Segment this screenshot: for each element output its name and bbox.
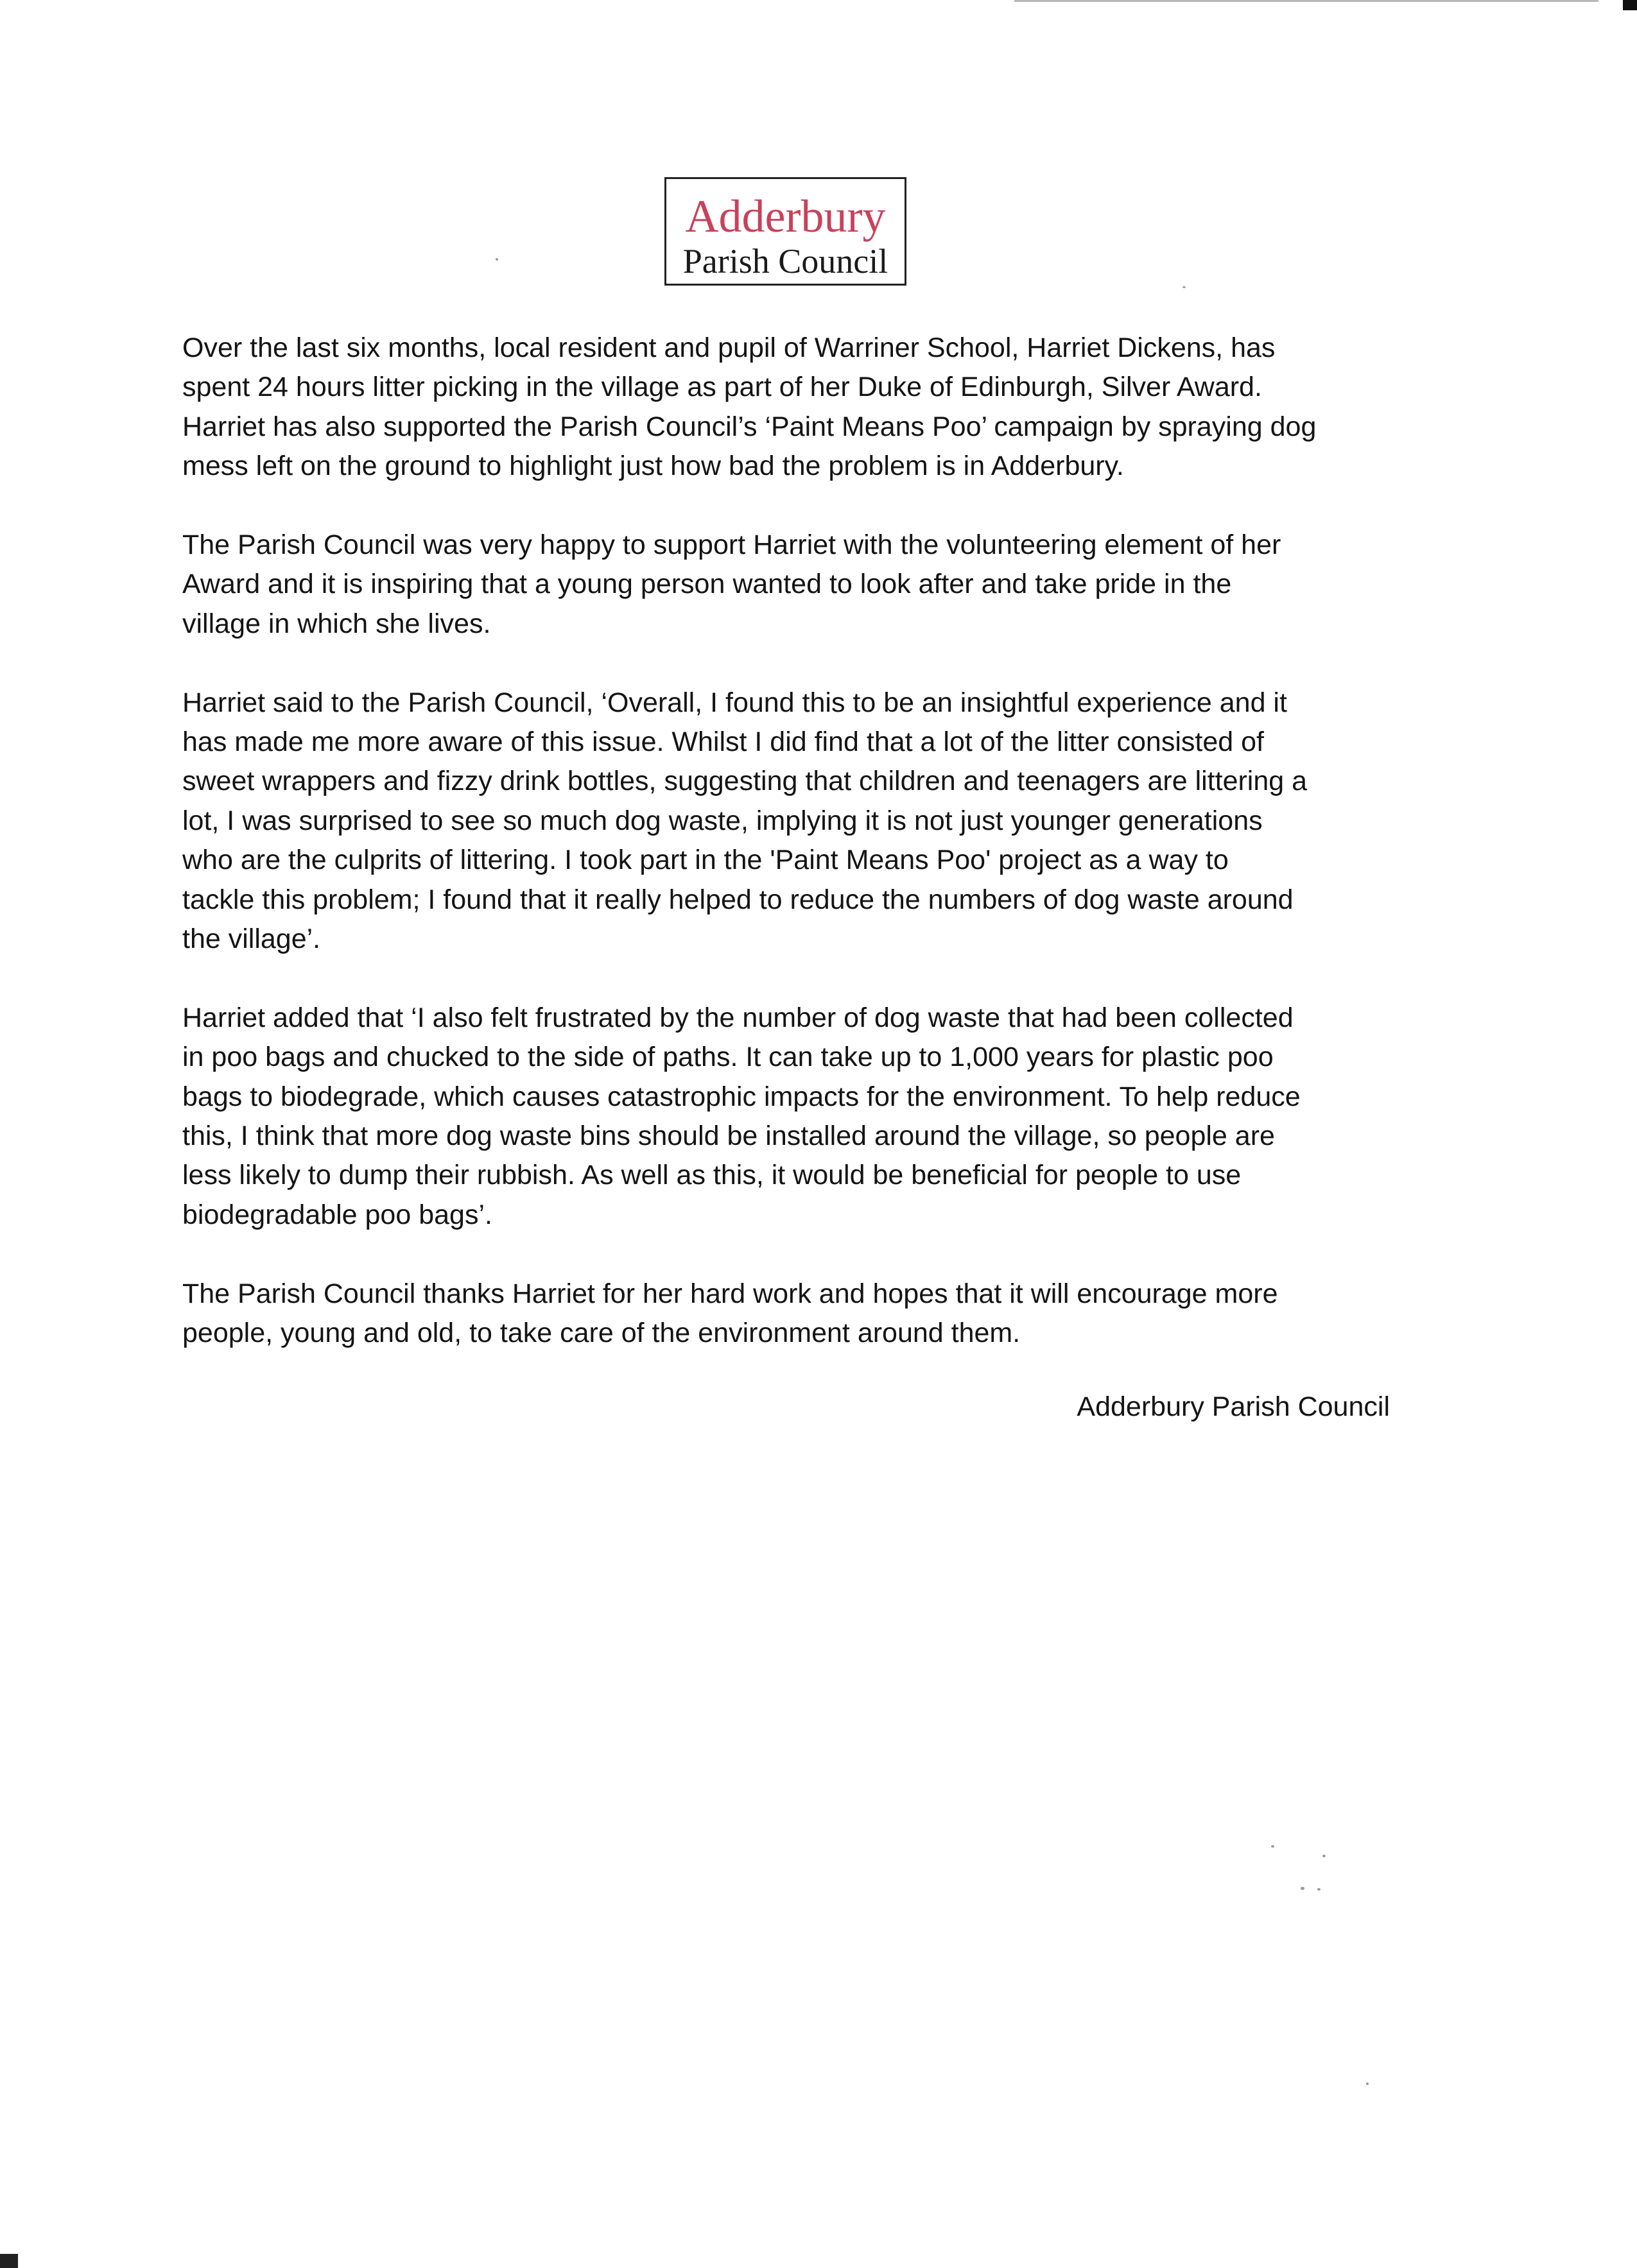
scan-speck — [1301, 1887, 1304, 1890]
text-line: mess left on the ground to highlight just how bad the problem is in Adderbury. — [182, 451, 1124, 482]
scan-speck — [1322, 1855, 1326, 1857]
text-line: tackle this problem; I found that it really helped to reduce the numbers of dog waste around — [182, 884, 1294, 915]
text-line: bags to biodegrade, which causes catastrophic impacts for the environment. To help reduce — [182, 1081, 1301, 1112]
text-line: The Parish Council thanks Harriet for her hard work and hopes that it will encourage more — [182, 1278, 1278, 1309]
signature: Adderbury Parish Council — [1077, 1391, 1390, 1422]
text-line: people, young and old, to take care of the environment around them. — [182, 1318, 1021, 1349]
text-line: Over the last six months, local resident and pupil of Warriner School, Harriet Dickens, has — [182, 332, 1276, 363]
scan-edge-corner — [1623, 0, 1637, 10]
text-line: sweet wrappers and fizzy drink bottles, suggesting that children and teenagers are littering a — [182, 766, 1308, 797]
scan-speck — [1317, 1888, 1321, 1891]
scan-edge-bottom — [0, 2254, 18, 2268]
scan-speck — [1366, 2083, 1369, 2085]
logo-title: Adderbury — [685, 191, 886, 242]
text-line: spent 24 hours litter picking in the village as part of her Duke of Edinburgh, Silver Award. — [182, 372, 1262, 403]
scan-speck — [1271, 1845, 1274, 1848]
scan-speck — [496, 258, 498, 261]
text-line: The Parish Council was very happy to support Harriet with the volunteering element of her — [182, 529, 1281, 561]
paragraph-5 — [182, 1275, 1402, 1353]
council-logo — [664, 177, 906, 286]
text-line: has made me more aware of this issue. Whilst I did find that a lot of the litter consisted of — [182, 726, 1264, 758]
paragraph-3 — [182, 683, 1402, 959]
text-line: less likely to dump their rubbish. As well as this, it would be beneficial for people to use — [182, 1160, 1242, 1191]
scan-edge-top — [1014, 0, 1598, 2]
paragraph-1 — [182, 329, 1402, 486]
text-line: Harriet added that ‘I also felt frustrated by the number of dog waste that had been collected — [182, 1002, 1294, 1033]
paragraph-2 — [182, 526, 1402, 644]
text-line: this, I think that more dog waste bins should be installed around the village, so people are — [182, 1121, 1275, 1152]
text-line: Harriet said to the Parish Council, ‘Overall, I found this to be an insightful experience and it — [182, 687, 1287, 718]
text-line: Award and it is inspiring that a young person wanted to look after and take pride in the — [182, 569, 1232, 600]
text-line: the village’. — [182, 924, 321, 955]
text-line: village in which she lives. — [182, 608, 491, 639]
paragraph-4 — [182, 999, 1402, 1235]
text-line: lot, I was surprised to see so much dog waste, implying it is not just younger generations — [182, 805, 1263, 836]
text-line: Harriet has also supported the Parish Council’s ‘Paint Means Poo’ campaign by spraying dog — [182, 411, 1317, 442]
letter-body — [182, 329, 1402, 1393]
scan-speck — [1182, 286, 1186, 288]
text-line: biodegradable poo bags’. — [182, 1199, 492, 1230]
logo-subtitle: Parish Council — [682, 242, 888, 280]
text-line: in poo bags and chucked to the side of paths. It can take up to 1,000 years for plastic poo — [182, 1042, 1274, 1073]
text-line: who are the culprits of littering. I took part in the 'Paint Means Poo' project as a way to — [182, 845, 1229, 876]
